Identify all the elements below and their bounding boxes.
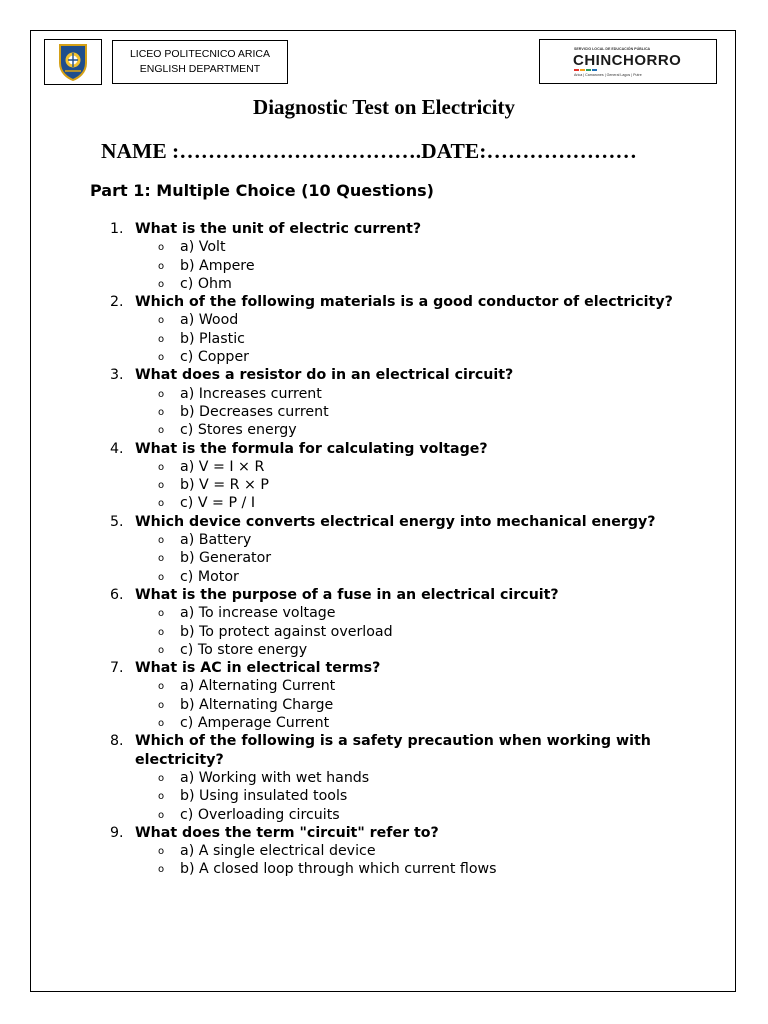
answer-option [0, 494, 768, 512]
question-item [0, 440, 768, 513]
answer-option-text: b) Decreases current [180, 403, 329, 420]
school-logo [44, 39, 102, 85]
circle-bullet-icon: o [158, 791, 165, 803]
brand-name: CHINCHORRO [573, 52, 682, 69]
answer-option [0, 568, 768, 586]
question-text: What does a resistor do in an electrical circuit? [135, 367, 514, 384]
name-date-line: NAME :…………………………….DATE:………………… [101, 139, 637, 163]
answer-option-text: b) Generator [180, 550, 272, 567]
answer-option-text: a) A single electrical device [180, 843, 376, 860]
answer-option-text: a) V = I × R [180, 458, 265, 475]
answer-option [0, 330, 768, 348]
answer-option [0, 641, 768, 659]
question-text: Which of the following materials is a good conductor of electricity? [135, 294, 673, 311]
circle-bullet-icon: o [158, 718, 165, 730]
answer-option [0, 677, 768, 695]
question-item [0, 659, 768, 732]
answer-option-text: c) Amperage Current [180, 715, 330, 732]
question-text: Which device converts electrical energy into mechanical energy? [135, 513, 656, 530]
circle-bullet-icon: o [158, 626, 165, 638]
answer-option [0, 696, 768, 714]
answer-option-text: c) Overloading circuits [180, 806, 340, 823]
circle-bullet-icon: o [158, 461, 165, 473]
question-item [0, 366, 768, 439]
circle-bullet-icon: o [158, 681, 165, 693]
circle-bullet-icon: o [158, 333, 165, 345]
question-item [0, 824, 768, 879]
answer-option-text: c) To store energy [180, 641, 308, 658]
answer-option [0, 348, 768, 366]
question-text: What is AC in electrical terms? [135, 660, 381, 677]
page-title: Diagnostic Test on Electricity [253, 95, 515, 119]
circle-bullet-icon: o [158, 425, 165, 437]
question-number: 7. [110, 660, 124, 677]
answer-option-text: a) Wood [180, 312, 239, 329]
answer-option [0, 476, 768, 494]
part-title: Part 1: Multiple Choice (10 Questions) [90, 181, 434, 200]
answer-option [0, 623, 768, 641]
question-number: 2. [110, 294, 124, 311]
question-number: 9. [110, 824, 124, 841]
school-crest-icon [58, 43, 88, 81]
brand-color-bar-red [574, 69, 579, 71]
answer-option [0, 238, 768, 256]
answer-option-text: b) Using insulated tools [180, 788, 348, 805]
circle-bullet-icon: o [158, 480, 165, 492]
department-name: ENGLISH DEPARTMENT [139, 63, 261, 75]
answer-option [0, 385, 768, 403]
answer-option-text: c) Motor [180, 568, 239, 585]
question-text: Which of the following is a safety precaution when working with electricity? [135, 733, 651, 768]
circle-bullet-icon: o [158, 772, 165, 784]
question-number: 4. [110, 440, 124, 457]
circle-bullet-icon: o [158, 571, 165, 583]
question-number: 1. [110, 221, 124, 237]
circle-bullet-icon: o [158, 699, 165, 711]
circle-bullet-icon: o [158, 242, 165, 254]
circle-bullet-icon: o [158, 864, 165, 876]
circle-bullet-icon: o [158, 644, 165, 656]
answer-option [0, 257, 768, 275]
circle-bullet-icon: o [158, 846, 165, 858]
question-number: 8. [110, 733, 124, 750]
answer-option-text: b) Plastic [180, 330, 245, 347]
answer-option [0, 787, 768, 805]
circle-bullet-icon: o [158, 535, 165, 547]
answer-option-text: b) V = R × P [180, 477, 269, 494]
answer-option-text: a) Working with wet hands [180, 769, 370, 786]
answer-option-text: a) Volt [180, 239, 226, 256]
answer-option [0, 549, 768, 567]
answer-option [0, 458, 768, 476]
circle-bullet-icon: o [158, 608, 165, 620]
circle-bullet-icon: o [158, 278, 165, 290]
answer-option [0, 421, 768, 439]
answer-option-text: a) Battery [180, 532, 252, 549]
answer-option [0, 769, 768, 787]
question-text: What is the unit of electric current? [135, 221, 422, 237]
answer-option [0, 311, 768, 329]
question-item [0, 586, 768, 659]
question-number: 5. [110, 513, 124, 530]
answer-option [0, 275, 768, 293]
school-name-box [112, 40, 288, 84]
answer-option [0, 714, 768, 732]
question-item [0, 513, 768, 586]
answer-option [0, 403, 768, 421]
circle-bullet-icon: o [158, 315, 165, 327]
brand-communes-text: Arica | Camarones | General Lagos | Putre [574, 73, 642, 77]
answer-option-text: c) Stores energy [180, 422, 297, 439]
question-text: What is the formula for calculating voltage? [135, 440, 488, 457]
brand-color-bar-green [586, 69, 591, 71]
answer-option-text: a) To increase voltage [180, 605, 336, 622]
answer-option [0, 860, 768, 878]
answer-option [0, 604, 768, 622]
circle-bullet-icon: o [158, 406, 165, 418]
answer-option-text: b) Alternating Charge [180, 696, 334, 713]
circle-bullet-icon: o [158, 260, 165, 272]
circle-bullet-icon: o [158, 809, 165, 821]
circle-bullet-icon: o [158, 352, 165, 364]
answer-option-text: a) Alternating Current [180, 678, 336, 695]
answer-option-text: c) V = P / I [180, 495, 255, 512]
question-item [0, 732, 768, 823]
circle-bullet-icon: o [158, 388, 165, 400]
question-text: What does the term "circuit" refer to? [135, 824, 439, 841]
question-item [0, 220, 768, 293]
circle-bullet-icon: o [158, 498, 165, 510]
circle-bullet-icon: o [158, 553, 165, 565]
brand-agency-text: SERVICIO LOCAL DE EDUCACIÓN PÚBLICA [574, 47, 651, 51]
answer-option-text: a) Increases current [180, 385, 322, 402]
answer-option-text: b) Ampere [180, 257, 255, 274]
answer-option-text: b) To protect against overload [180, 623, 393, 640]
answer-option-text: c) Copper [180, 349, 250, 366]
school-name: LICEO POLITECNICO ARICA [129, 48, 271, 60]
answer-option [0, 842, 768, 860]
question-item [0, 293, 768, 366]
brand-color-bar-blue [592, 69, 597, 71]
question-list [0, 220, 768, 879]
question-number: 6. [110, 586, 124, 603]
brand-color-bar-orange [580, 69, 585, 71]
chinchorro-logo-box [539, 39, 717, 84]
answer-option [0, 531, 768, 549]
answer-option-text: b) A closed loop through which current flows [180, 861, 497, 878]
question-text: What is the purpose of a fuse in an electrical circuit? [135, 586, 559, 603]
answer-option [0, 806, 768, 824]
question-number: 3. [110, 367, 124, 384]
answer-option-text: c) Ohm [180, 275, 232, 292]
